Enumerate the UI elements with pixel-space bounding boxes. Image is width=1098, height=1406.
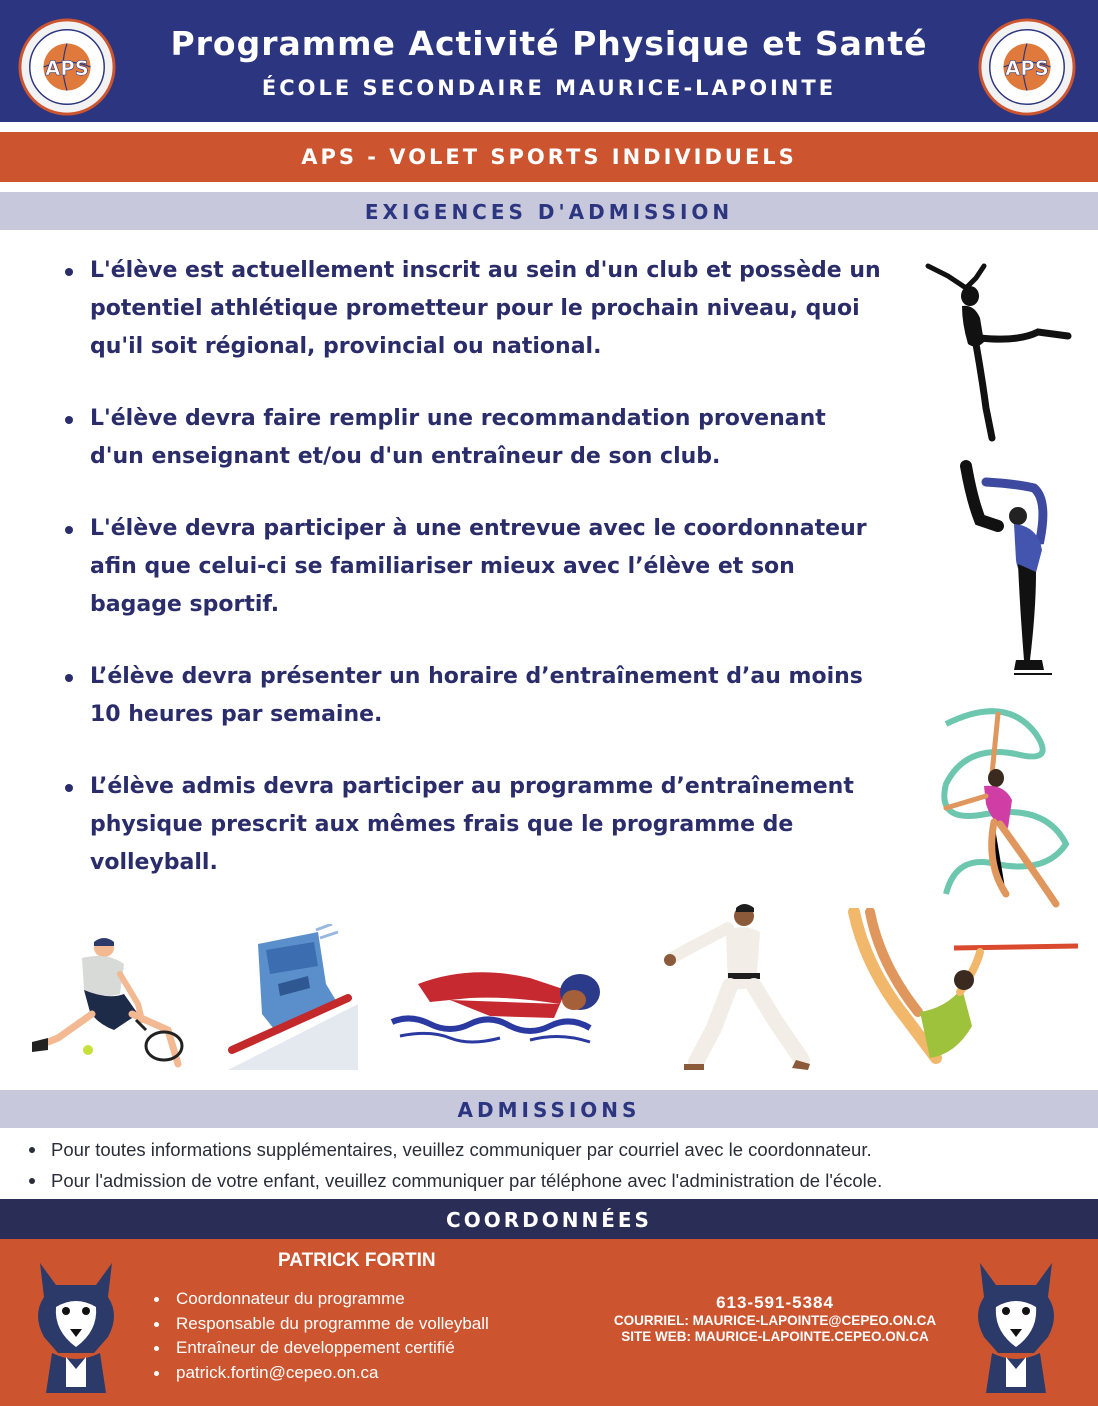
ribbon-gymnast-icon: [926, 704, 1076, 914]
page-title: Programme Activité Physique et Santé: [170, 24, 928, 63]
husky-mascot-icon: [26, 1257, 126, 1397]
requirement-item: L'élève devra faire remplir une recommandation provenant d'un enseignant et/ou d'un entraîneur de son club.: [60, 400, 920, 476]
school-phone[interactable]: 613-591-5384: [716, 1293, 834, 1312]
requirement-item: L'élève devra participer à une entrevue avec le coordonnateur afin que celui-ci se familiariser mieux avec l’élève et son bagage sportif.: [60, 510, 920, 624]
svg-text:APS: APS: [1005, 56, 1049, 80]
pole-vault-icon: [846, 908, 1080, 1070]
admissions-list: [26, 1134, 1076, 1196]
program-band-label: APS - VOLET SPORTS INDIVIDUELS: [301, 145, 797, 169]
requirement-item: L’élève devra présenter un horaire d’entraînement d’au moins 10 heures par semaine.: [60, 658, 920, 734]
page-header: [0, 0, 1098, 122]
contact-role: Coordonnateur du programme: [150, 1287, 489, 1312]
aps-logo-right: [978, 18, 1076, 116]
karate-icon: [660, 902, 812, 1070]
ski-boot-icon: [218, 924, 366, 1074]
requirement-item: L’élève admis devra participer au programme d’entraînement physique prescrit aux mêmes frais que le programme de volleyball.: [60, 768, 920, 882]
ballet-dancer-icon: [918, 258, 1078, 443]
contact-email[interactable]: patrick.fortin@cepeo.on.ca: [150, 1361, 489, 1386]
requirement-item: L'élève est actuellement inscrit au sein d'un club et possède un potentiel athlétique prometteur pour le prochain niveau, quoi qu'il soit régional, provincial ou national.: [60, 252, 920, 366]
admissions-heading: ADMISSIONS: [457, 1098, 641, 1122]
contact-footer: [0, 1239, 1098, 1406]
svg-text:APS: APS: [45, 56, 89, 80]
contact-name: PATRICK FORTIN: [278, 1250, 436, 1271]
admission-item: Pour l'admission de votre enfant, veuillez communiquer par téléphone avec l'administration de l'école.: [26, 1165, 1076, 1196]
contact-role: Entraîneur de developpement certifié: [150, 1336, 489, 1361]
contact-role: Responsable du programme de volleyball: [150, 1312, 489, 1337]
admission-item: Pour toutes informations supplémentaires, veuillez communiquer par courriel avec le coordonnateur.: [26, 1134, 1076, 1165]
husky-mascot-icon: [966, 1257, 1066, 1397]
contact-roles-list: [150, 1287, 489, 1385]
admissions-heading-band: [0, 1090, 1098, 1128]
requirements-list: [60, 252, 920, 916]
school-name: ÉCOLE SECONDAIRE MAURICE-LAPOINTE: [261, 76, 837, 100]
swimmer-icon: [390, 960, 610, 1054]
figure-skater-icon: [958, 460, 1068, 690]
program-band: [0, 132, 1098, 182]
school-website[interactable]: SITE WEB: MAURICE-LAPOINTE.CEPEO.ON.CA: [621, 1329, 929, 1344]
requirements-heading: EXIGENCES D'ADMISSION: [364, 200, 734, 224]
school-email[interactable]: COURRIEL: MAURICE-LAPOINTE@CEPEO.ON.CA: [613, 1313, 937, 1328]
header-divider: [0, 122, 1098, 132]
contact-heading-band: [0, 1199, 1098, 1239]
tennis-player-icon: [28, 934, 193, 1074]
contact-heading: COORDONNÉES: [446, 1208, 652, 1232]
requirements-heading-band: [0, 192, 1098, 230]
